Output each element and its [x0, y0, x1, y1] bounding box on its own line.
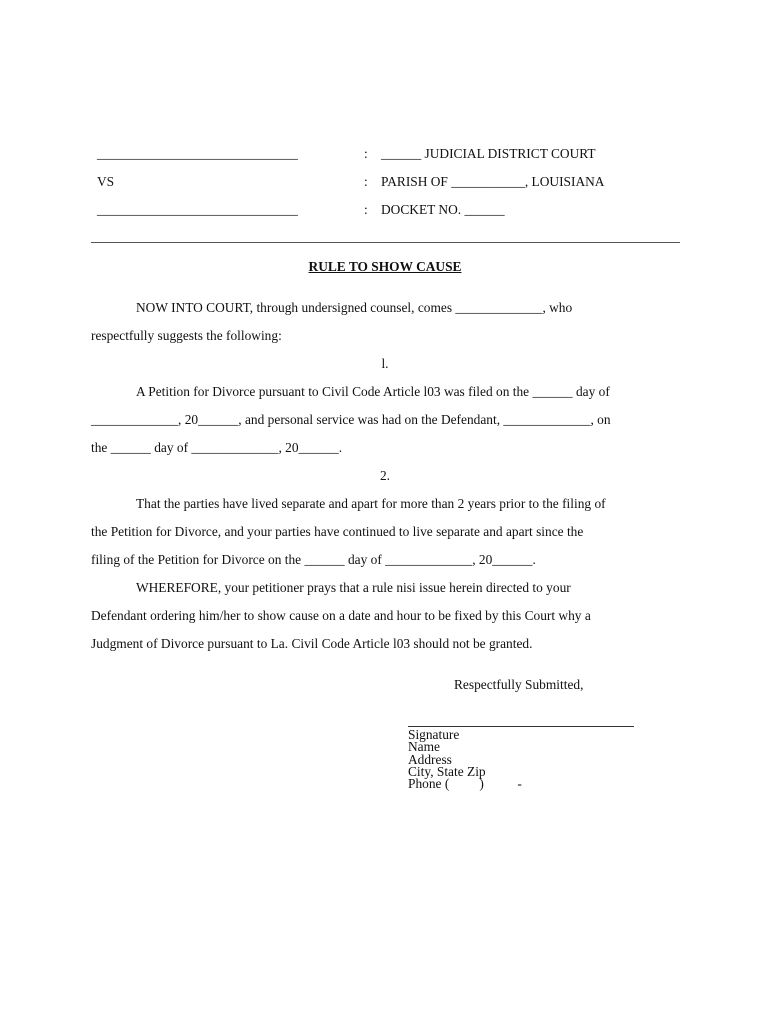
name-label: Name	[408, 739, 440, 755]
caption-colon: :	[364, 146, 368, 161]
caption-colon: :	[364, 202, 368, 217]
section1-line: A Petition for Divorce pursuant to Civil Code Article l03 was filed on the ______ day of	[136, 384, 610, 399]
parish-line: PARISH OF ___________, LOUISIANA	[381, 174, 605, 189]
court-name: ______ JUDICIAL DISTRICT COURT	[381, 146, 596, 161]
intro-line: respectfully suggests the following:	[91, 328, 282, 343]
section1-line: the ______ day of _____________, 20______.	[91, 440, 343, 455]
section2-line: the Petition for Divorce, and your parties have continued to live separate and apart since the	[91, 524, 584, 539]
intro-line: NOW INTO COURT, through undersigned counsel, comes _____________, who	[136, 300, 573, 315]
section2-line: That the parties have lived separate and apart for more than 2 years prior to the filing of	[136, 496, 606, 511]
signature-label: Signature	[408, 727, 460, 742]
closing-phrase: Respectfully Submitted,	[454, 677, 584, 692]
phone-label: Phone ( ) -	[408, 776, 522, 792]
signature-block	[408, 729, 522, 790]
address-label: Address	[408, 751, 452, 767]
wherefore-line: WHEREFORE, your petitioner prays that a rule nisi issue herein directed to your	[136, 580, 571, 595]
city-state-zip-label: City, State Zip	[408, 763, 486, 779]
section1-line: _____________, 20______, and personal service was had on the Defendant, _____________, on	[91, 412, 611, 427]
document-title: RULE TO SHOW CAUSE	[308, 259, 462, 274]
section-number: 2.	[379, 468, 391, 483]
caption-divider	[91, 242, 680, 243]
defendant-blank-line: ______________________________	[97, 202, 298, 217]
versus-label: VS	[97, 174, 115, 189]
caption-colon: :	[364, 174, 368, 189]
wherefore-line: Judgment of Divorce pursuant to La. Civil Code Article l03 should not be granted.	[91, 636, 533, 651]
section2-line: filing of the Petition for Divorce on the ______ day of _____________, 20______.	[91, 552, 536, 567]
section-number: l.	[381, 356, 389, 371]
plaintiff-blank-line: ______________________________	[97, 146, 298, 161]
wherefore-line: Defendant ordering him/her to show cause on a date and hour to be fixed by this Court why a	[91, 608, 591, 623]
docket-number: DOCKET NO. ______	[381, 202, 505, 217]
